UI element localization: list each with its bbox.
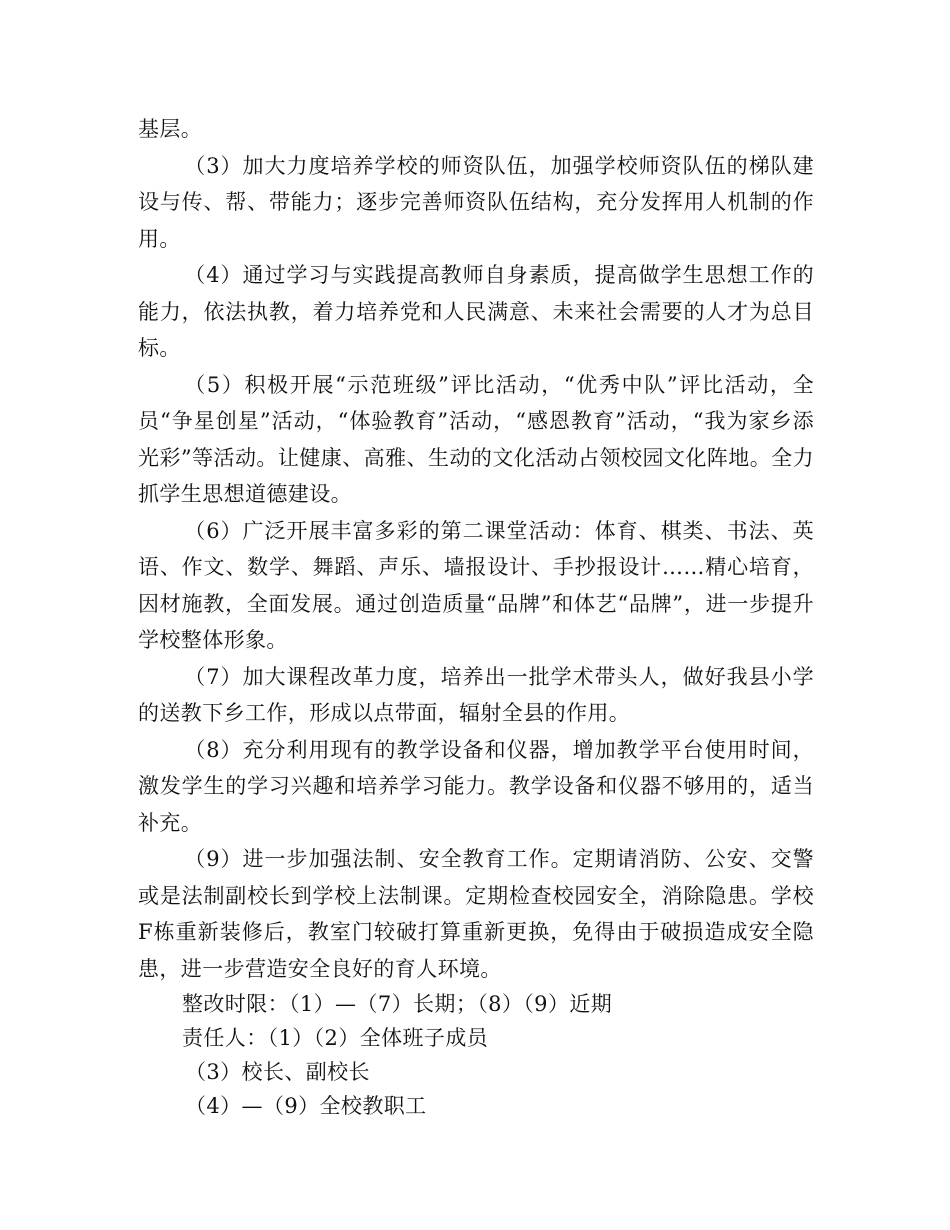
responsible-item-4-9: （4）—（9）全校教职工 xyxy=(185,1094,427,1118)
paragraph-item-3: （3）加大力度培养学校的师资队伍，加强学校师资队伍的梯队建设与传、帮、带能力；逐步完善师资队伍结构，充分发挥用人机制的作用。 xyxy=(138,153,814,251)
responsible-persons: 责任人：（1）（2）全体班子成员 xyxy=(182,1026,489,1050)
paragraph-item-9: （9）进一步加强法制、安全教育工作。定期请消防、公安、交警或是法制副校长到学校上法制课。定期检查校园安全，消除隐患。学校F栋重新装修后，教室门较破打算重新更换，免得由于破损造成安全隐患，进一步营造安全良好的育人环境。 xyxy=(138,847,814,981)
paragraph-item-7: （7）加大课程改革力度，培养出一批学术带头人，做好我县小学的送教下乡工作，形成以点带面，辐射全县的作用。 xyxy=(138,664,814,725)
paragraph-item-8: （8）充分利用现有的教学设备和仪器，增加教学平台使用时间，激发学生的学习兴趣和培养学习能力。教学设备和仪器不够用的，适当补充。 xyxy=(138,737,814,835)
paragraph-item-6: （6）广泛开展丰富多彩的第二课堂活动：体育、棋类、书法、英语、作文、数学、舞蹈、声乐、墙报设计、手抄报设计……精心培育，因材施教，全面发展。通过创造质量“品牌”和体艺“品牌”，进一步提升学校整体形象。 xyxy=(138,518,814,652)
paragraph-item-5: （5）积极开展“示范班级”评比活动，“优秀中队”评比活动，全员“争星创星”活动，“体验教育”活动，“感恩教育”活动，“我为家乡添光彩”等活动。让健康、高雅、生动的文化活动占领校园文化阵地。全力抓学生思想道德建设。 xyxy=(138,372,814,506)
paragraph-item-4: （4）通过学习与实践提高教师自身素质，提高做学生思想工作的能力，依法执教，着力培养党和人民满意、未来社会需要的人才为总目标。 xyxy=(138,263,814,360)
rectification-deadline: 整改时限：（1）—（7）长期；（8）（9）近期 xyxy=(182,992,613,1016)
responsible-item-3: （3）校长、副校长 xyxy=(185,1060,370,1084)
paragraph-continuation: 基层。 xyxy=(138,117,203,141)
document-body xyxy=(138,111,814,1123)
